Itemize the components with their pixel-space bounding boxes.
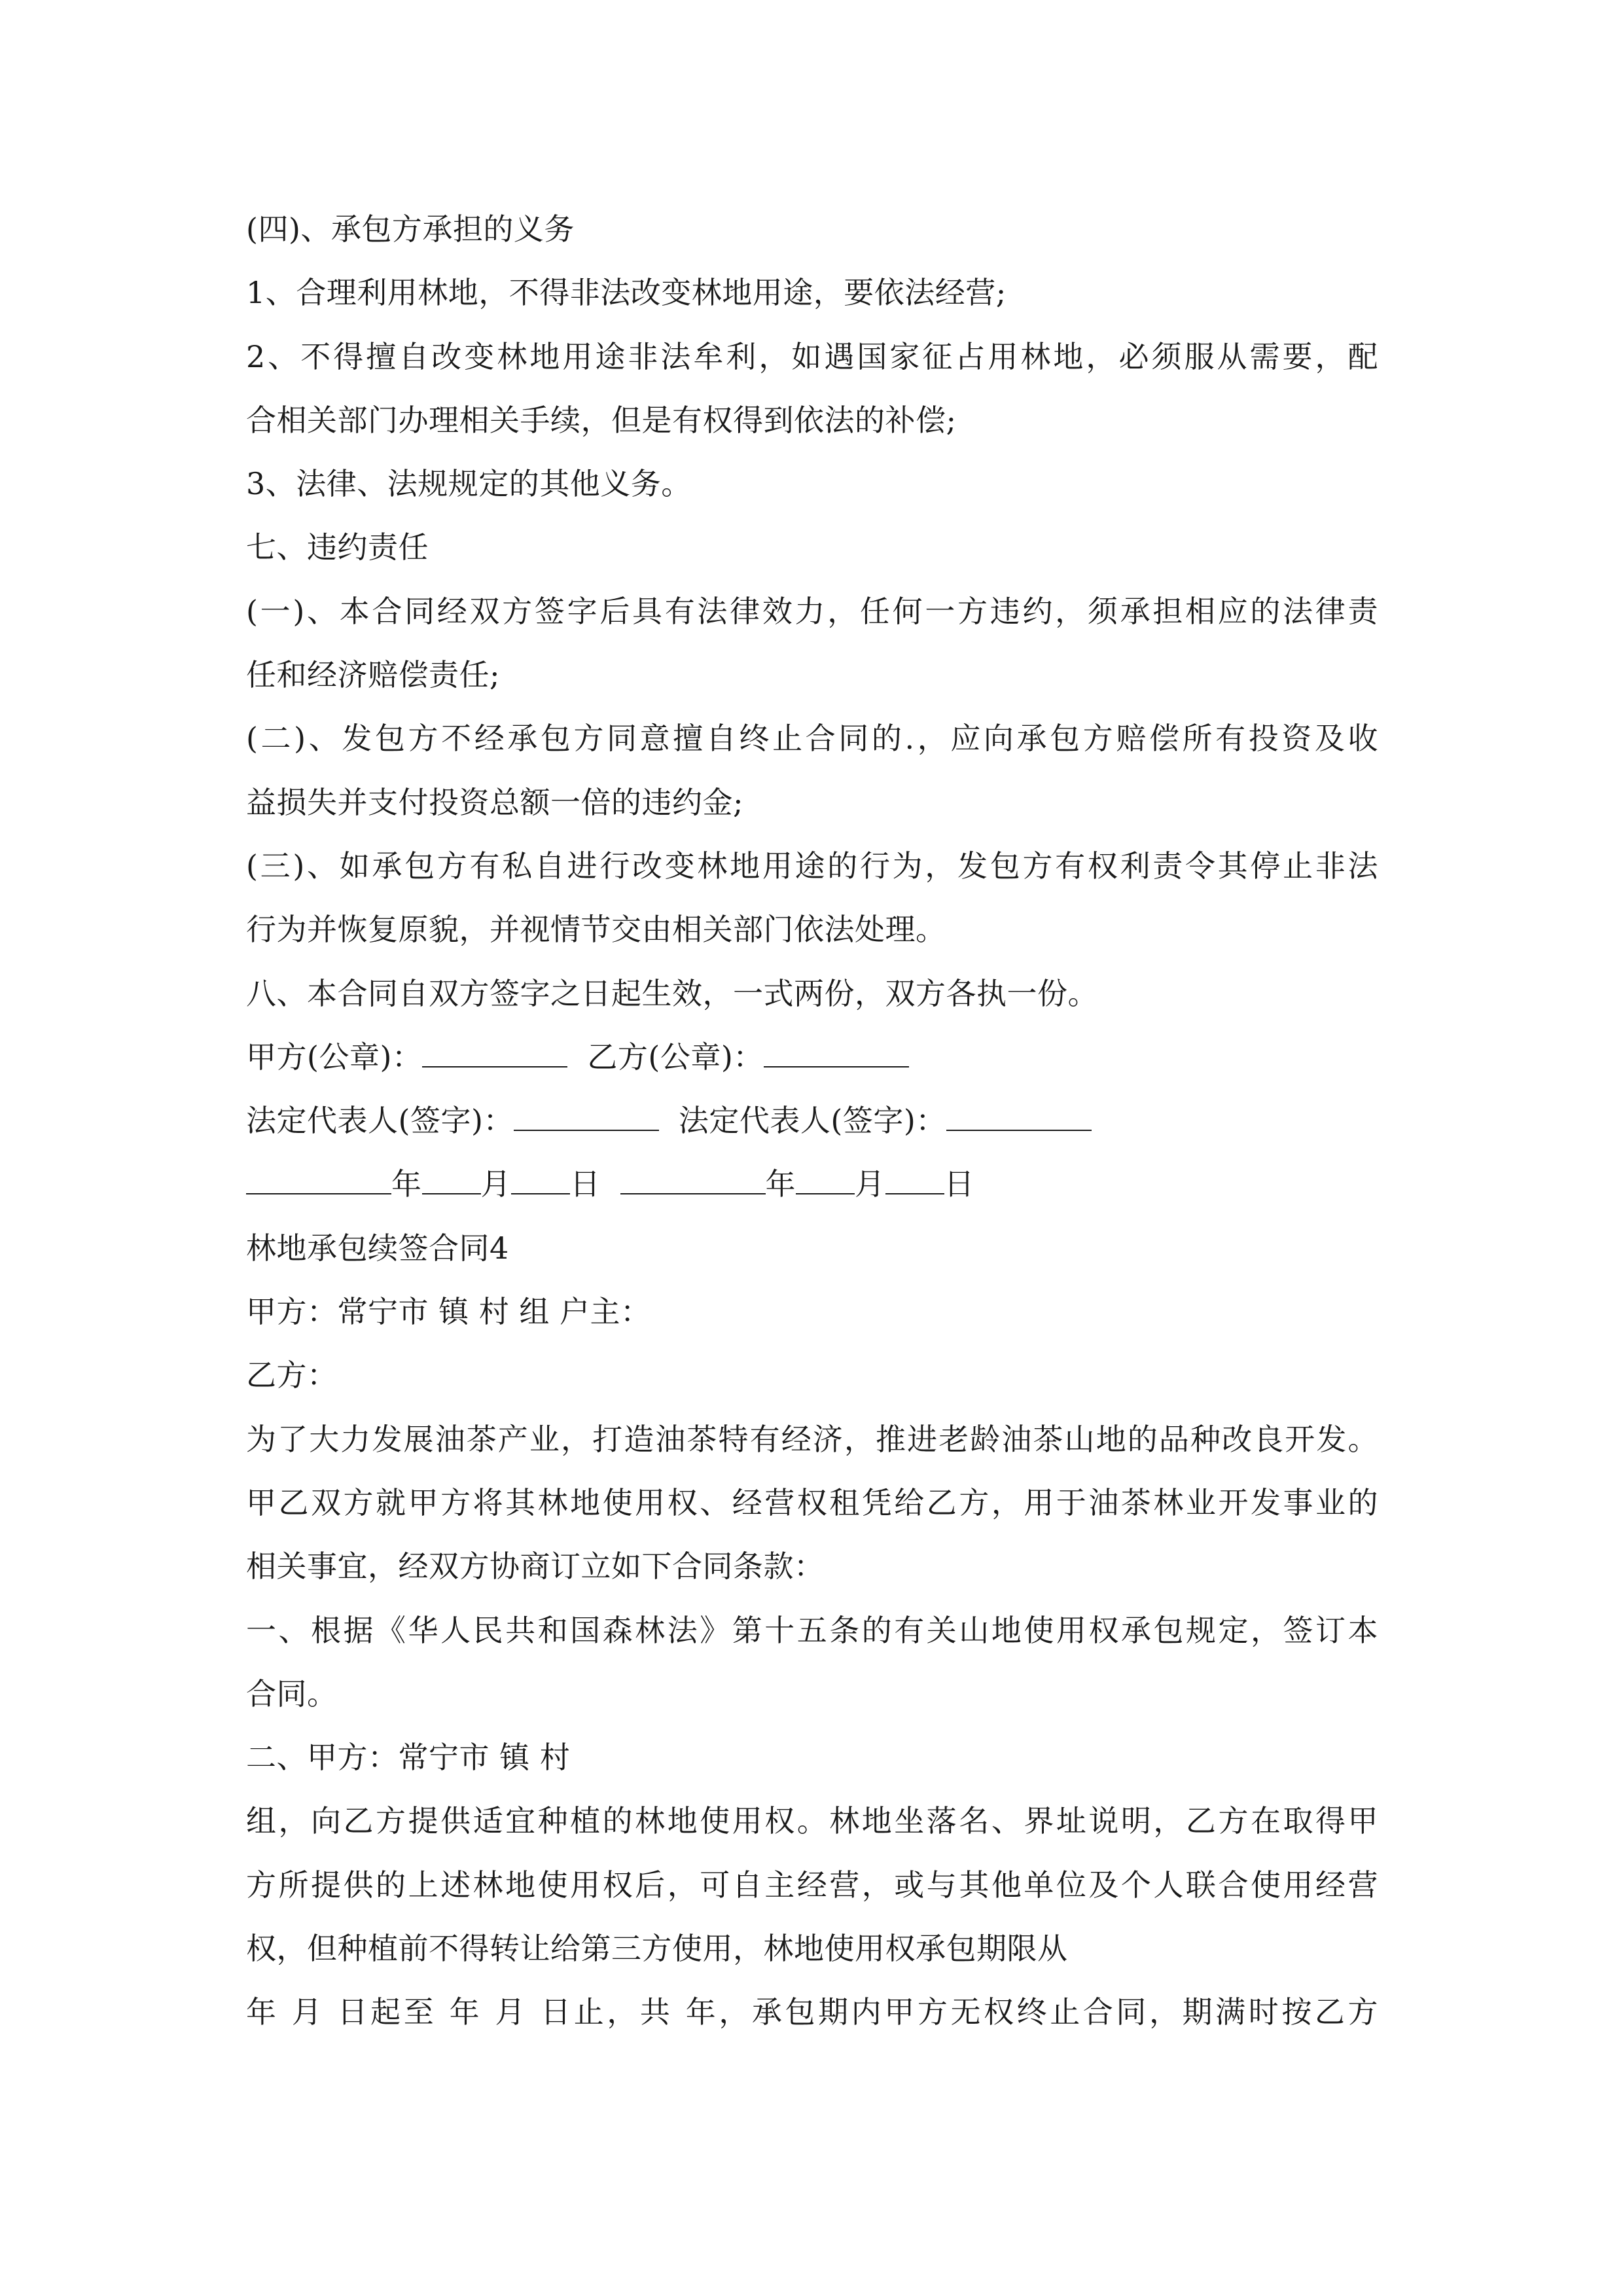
clause-line: 益损失并支付投资总额一倍的违约金;: [246, 784, 743, 820]
rep-a-label: 法定代表人(签字)：: [246, 1103, 514, 1139]
year-blank-a[interactable]: [246, 1167, 391, 1194]
section-heading: (四)、承包方承担的义务: [246, 211, 575, 247]
day-blank-b[interactable]: [885, 1167, 944, 1194]
party-a-line: 甲方：常宁市 镇 村 组 户主：: [246, 1294, 651, 1330]
year-label: 年: [391, 1166, 422, 1202]
paragraph-line: 甲乙双方就甲方将其林地使用权、经营权租凭给乙方，用于油茶林业开发事业的: [246, 1484, 1378, 1520]
clause-line: 合同。: [246, 1676, 338, 1712]
clause-line: (二)、发包方不经承包方同意擅自终止合同的.，应向承包方赔偿所有投资及收: [246, 721, 1378, 757]
clause-line: 权，但种植前不得转让给第三方使用，林地使用权承包期限从: [246, 1931, 1068, 1967]
party-a-seal-label: 甲方(公章)：: [246, 1039, 423, 1075]
clause-line: 一、根据《华人民共和国森林法》第十五条的有关山地使用权承包规定，签订本: [246, 1612, 1378, 1648]
rep-a-blank[interactable]: [514, 1103, 659, 1131]
clause-line: 行为并恢复原貌，并视情节交由相关部门依法处理。: [246, 912, 946, 948]
month-label: 月: [480, 1166, 511, 1202]
clause-line: (一)、本合同经双方签字后具有法律效力，任何一方违约，须承担相应的法律责: [246, 593, 1378, 629]
party-b-line: 乙方：: [246, 1357, 338, 1393]
clause-line: 1、合理利用林地，不得非法改变林地用途，要依法经营;: [246, 275, 1007, 311]
clause-line: 二、甲方：常宁市 镇 村: [246, 1740, 571, 1776]
clause-line: 年 月 日起至 年 月 日止，共 年，承包期内甲方无权终止合同，期满时按乙方: [246, 1994, 1378, 2030]
contract-title: 林地承包续签合同4: [246, 1230, 509, 1266]
rep-b-blank[interactable]: [946, 1103, 1092, 1131]
representative-line: [246, 1089, 1378, 1153]
paragraph-line: 相关事宜，经双方协商订立如下合同条款：: [246, 1549, 825, 1585]
day-label: 日: [944, 1166, 974, 1202]
clause-line: 2、不得擅自改变林地用途非法牟利，如遇国家征占用林地，必须服从需要，配: [246, 338, 1378, 374]
clause-line: (三)、如承包方有私自进行改变林地用途的行为，发包方有权利责令其停止非法: [246, 848, 1378, 884]
clause-line: 八、本合同自双方签字之日起生效，一式两份，双方各执一份。: [246, 975, 1098, 1011]
date-line: [246, 1153, 1378, 1216]
clause-line: 任和经济赔偿责任;: [246, 657, 500, 693]
clause-line: 方所提供的上述林地使用权后，可自主经营，或与其他单位及个人联合使用经营: [246, 1867, 1378, 1903]
day-blank-a[interactable]: [511, 1167, 570, 1194]
document-body: [246, 198, 1378, 2045]
clause-line: 3、法律、法规规定的其他义务。: [246, 466, 692, 502]
year-label: 年: [765, 1166, 796, 1202]
year-blank-b[interactable]: [620, 1167, 766, 1194]
month-blank-b[interactable]: [796, 1167, 855, 1194]
party-a-seal-blank[interactable]: [422, 1040, 567, 1067]
party-b-seal-blank[interactable]: [764, 1040, 909, 1067]
party-b-seal-label: 乙方(公章)：: [587, 1039, 764, 1075]
clause-line: 组，向乙方提供适宜种植的林地使用权。林地坐落名、界址说明，乙方在取得甲: [246, 1803, 1378, 1839]
month-label: 月: [855, 1166, 885, 1202]
month-blank-a[interactable]: [422, 1167, 481, 1194]
clause-line: 合相关部门办理相关手续，但是有权得到依法的补偿;: [246, 402, 957, 438]
day-label: 日: [570, 1166, 601, 1202]
section-heading: 七、违约责任: [246, 529, 429, 565]
paragraph-line: 为了大力发展油茶产业，打造油茶特有经济，推进老龄油茶山地的品种改良开发。: [246, 1421, 1378, 1457]
rep-b-label: 法定代表人(签字)：: [678, 1103, 946, 1139]
seal-line: [246, 1026, 1378, 1089]
